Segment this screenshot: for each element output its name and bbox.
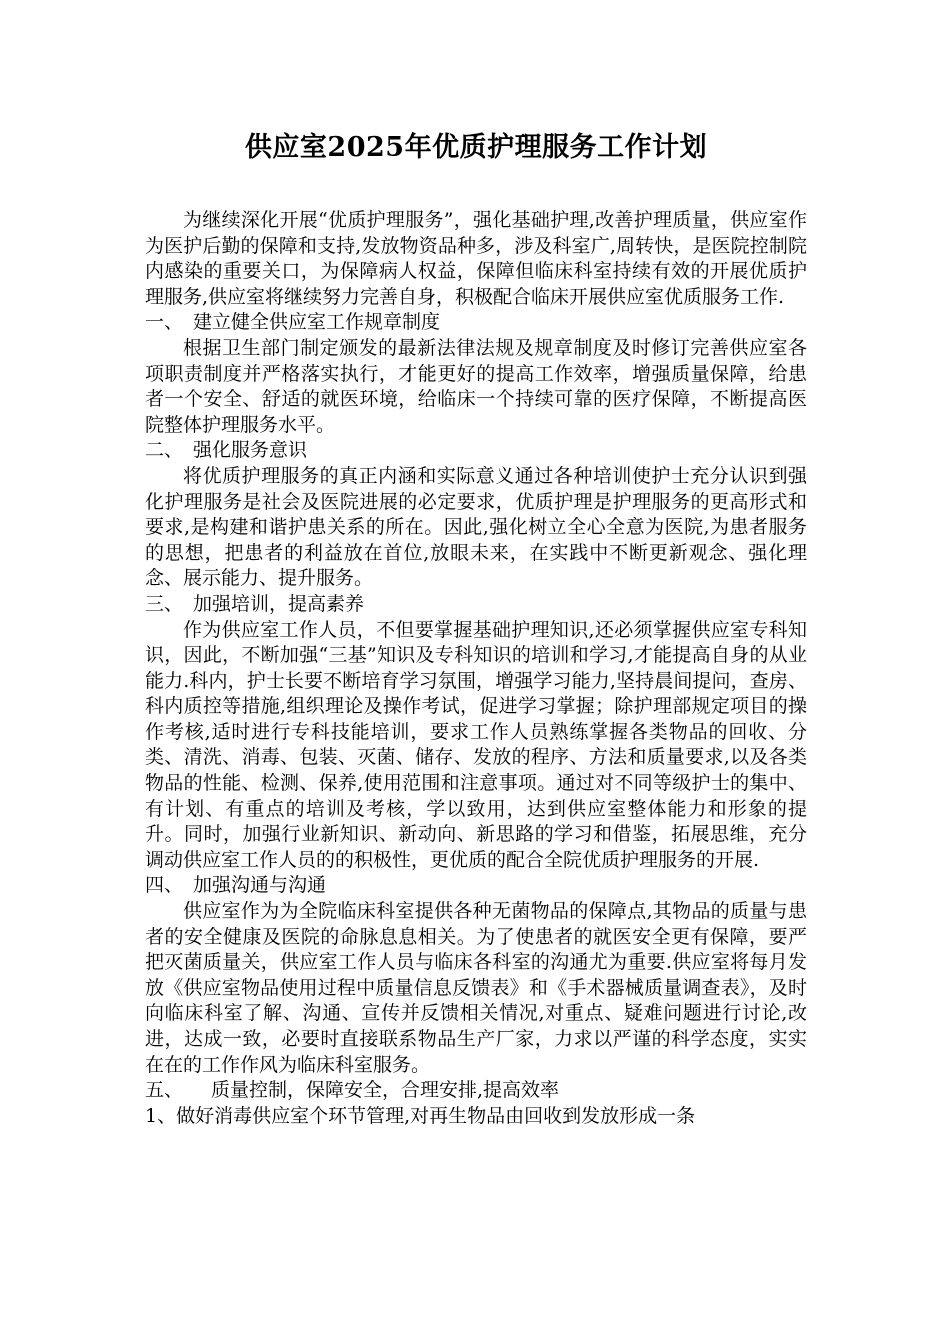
section-number: 一、: [145, 311, 184, 334]
section-body-4: 供应室作为为全院临床科室提供各种无菌物品的保障点,其物品的质量与患者的安全健康及医院的命脉息息相关。为了使患者的就医安全更有保障，要严把灭菌质量关，供应室工作人员与临床各科室的沟通尤为重要.供应室将每月发放《供应室物品使用过程中质量信息反馈表》和《手术器械质量调查表》，及时向临床科室了解、沟通、宣传并反馈相关情况,对重点、疑难问题进行讨论,改进，达成一致，必要时直接联系物品生产厂家，力求以严谨的科学态度，实实在在的工作作风为临床科室服务。: [145, 900, 807, 1076]
section-body-1: 根据卫生部门制定颁发的最新法律法规及规章制度及时修订完善供应室各项职责制度并严格落实执行，才能更好的提高工作效率，增强质量保障，给患者一个安全、舒适的就医环境，给临床一个持续可靠的医疗保障，不断提高医院整体护理服务水平。: [145, 336, 807, 436]
section-heading-4: [145, 873, 807, 899]
section-number: 三、: [145, 592, 184, 615]
section-number: 五、: [145, 1079, 184, 1102]
section-heading-text: 质量控制，保障安全，合理安排,提高效率: [211, 1079, 560, 1102]
section-heading-3: [145, 592, 807, 618]
section-number: 二、: [145, 439, 184, 462]
section-number: 四、: [145, 874, 184, 897]
section-heading-text: 建立健全供应室工作规章制度: [193, 311, 441, 334]
document-title: 供应室2025年优质护理服务工作计划: [244, 132, 708, 163]
document-page: [145, 130, 807, 1129]
intro-paragraph: 为继续深化开展“优质护理服务”，强化基础护理,改善护理质量，供应室作为医护后勤的保障和支持,发放物资品种多，涉及科室广,周转快，是医院控制院内感染的重要关口，为保障病人权益，保障但临床科室持续有效的开展优质护理服务,供应室将继续努力完善自身，积极配合临床开展供应室优质服务工作.: [145, 209, 807, 308]
section-heading-1: [145, 310, 807, 336]
section-heading-text: 加强培训，提高素养: [193, 592, 365, 615]
list-item-1: 1、做好消毒供应室个环节管理,对再生物品由回收到发放形成一条: [145, 1104, 696, 1127]
section-body-3: 作为供应室工作人员，不但要掌握基础护理知识,还必须掌握供应室专科知识，因此，不断加强“三基”知识及专科知识的培训和学习,才能提高自身的从业能力.科内，护士长要不断培育学习氛围，增强学习能力,坚持晨间提问，查房、科内质控等措施,组织理论及操作考试，促进学习掌握；除护理部规定项目的操作考核,适时进行专科技能培训，要求工作人员熟练掌握各类物品的回收、分类、清洗、消毒、包装、灭菌、储存、发放的程序、方法和质量要求,以及各类物品的性能、检测、保养,使用范围和注意事项。通过对不同等级护士的集中、有计划、有重点的培训及考核，学以致用，达到供应室整体能力和形象的提升。同时，加强行业新知识、新动向、新思路的学习和借鉴，拓展思维，充分调动供应室工作人员的的积极性，更优质的配合全院优质护理服务的开展.: [145, 618, 807, 871]
section-heading-text: 加强沟通与沟通: [193, 874, 327, 897]
section-body-2: 将优质护理服务的真正内涵和实际意义通过各种培训使护士充分认识到强化护理服务是社会及医院进展的必定要求，优质护理是护理服务的更高形式和要求,是构建和谐护患关系的所在。因此,强化树立全心全意为医院,为患者服务的思想，把患者的利益放在首位,放眼未来，在实践中不断更新观念、强化理念、展示能力、提升服务。: [145, 464, 807, 590]
section-heading-5: [145, 1078, 807, 1104]
section-heading-2: [145, 438, 807, 464]
section-heading-text: 强化服务意识: [193, 439, 308, 462]
